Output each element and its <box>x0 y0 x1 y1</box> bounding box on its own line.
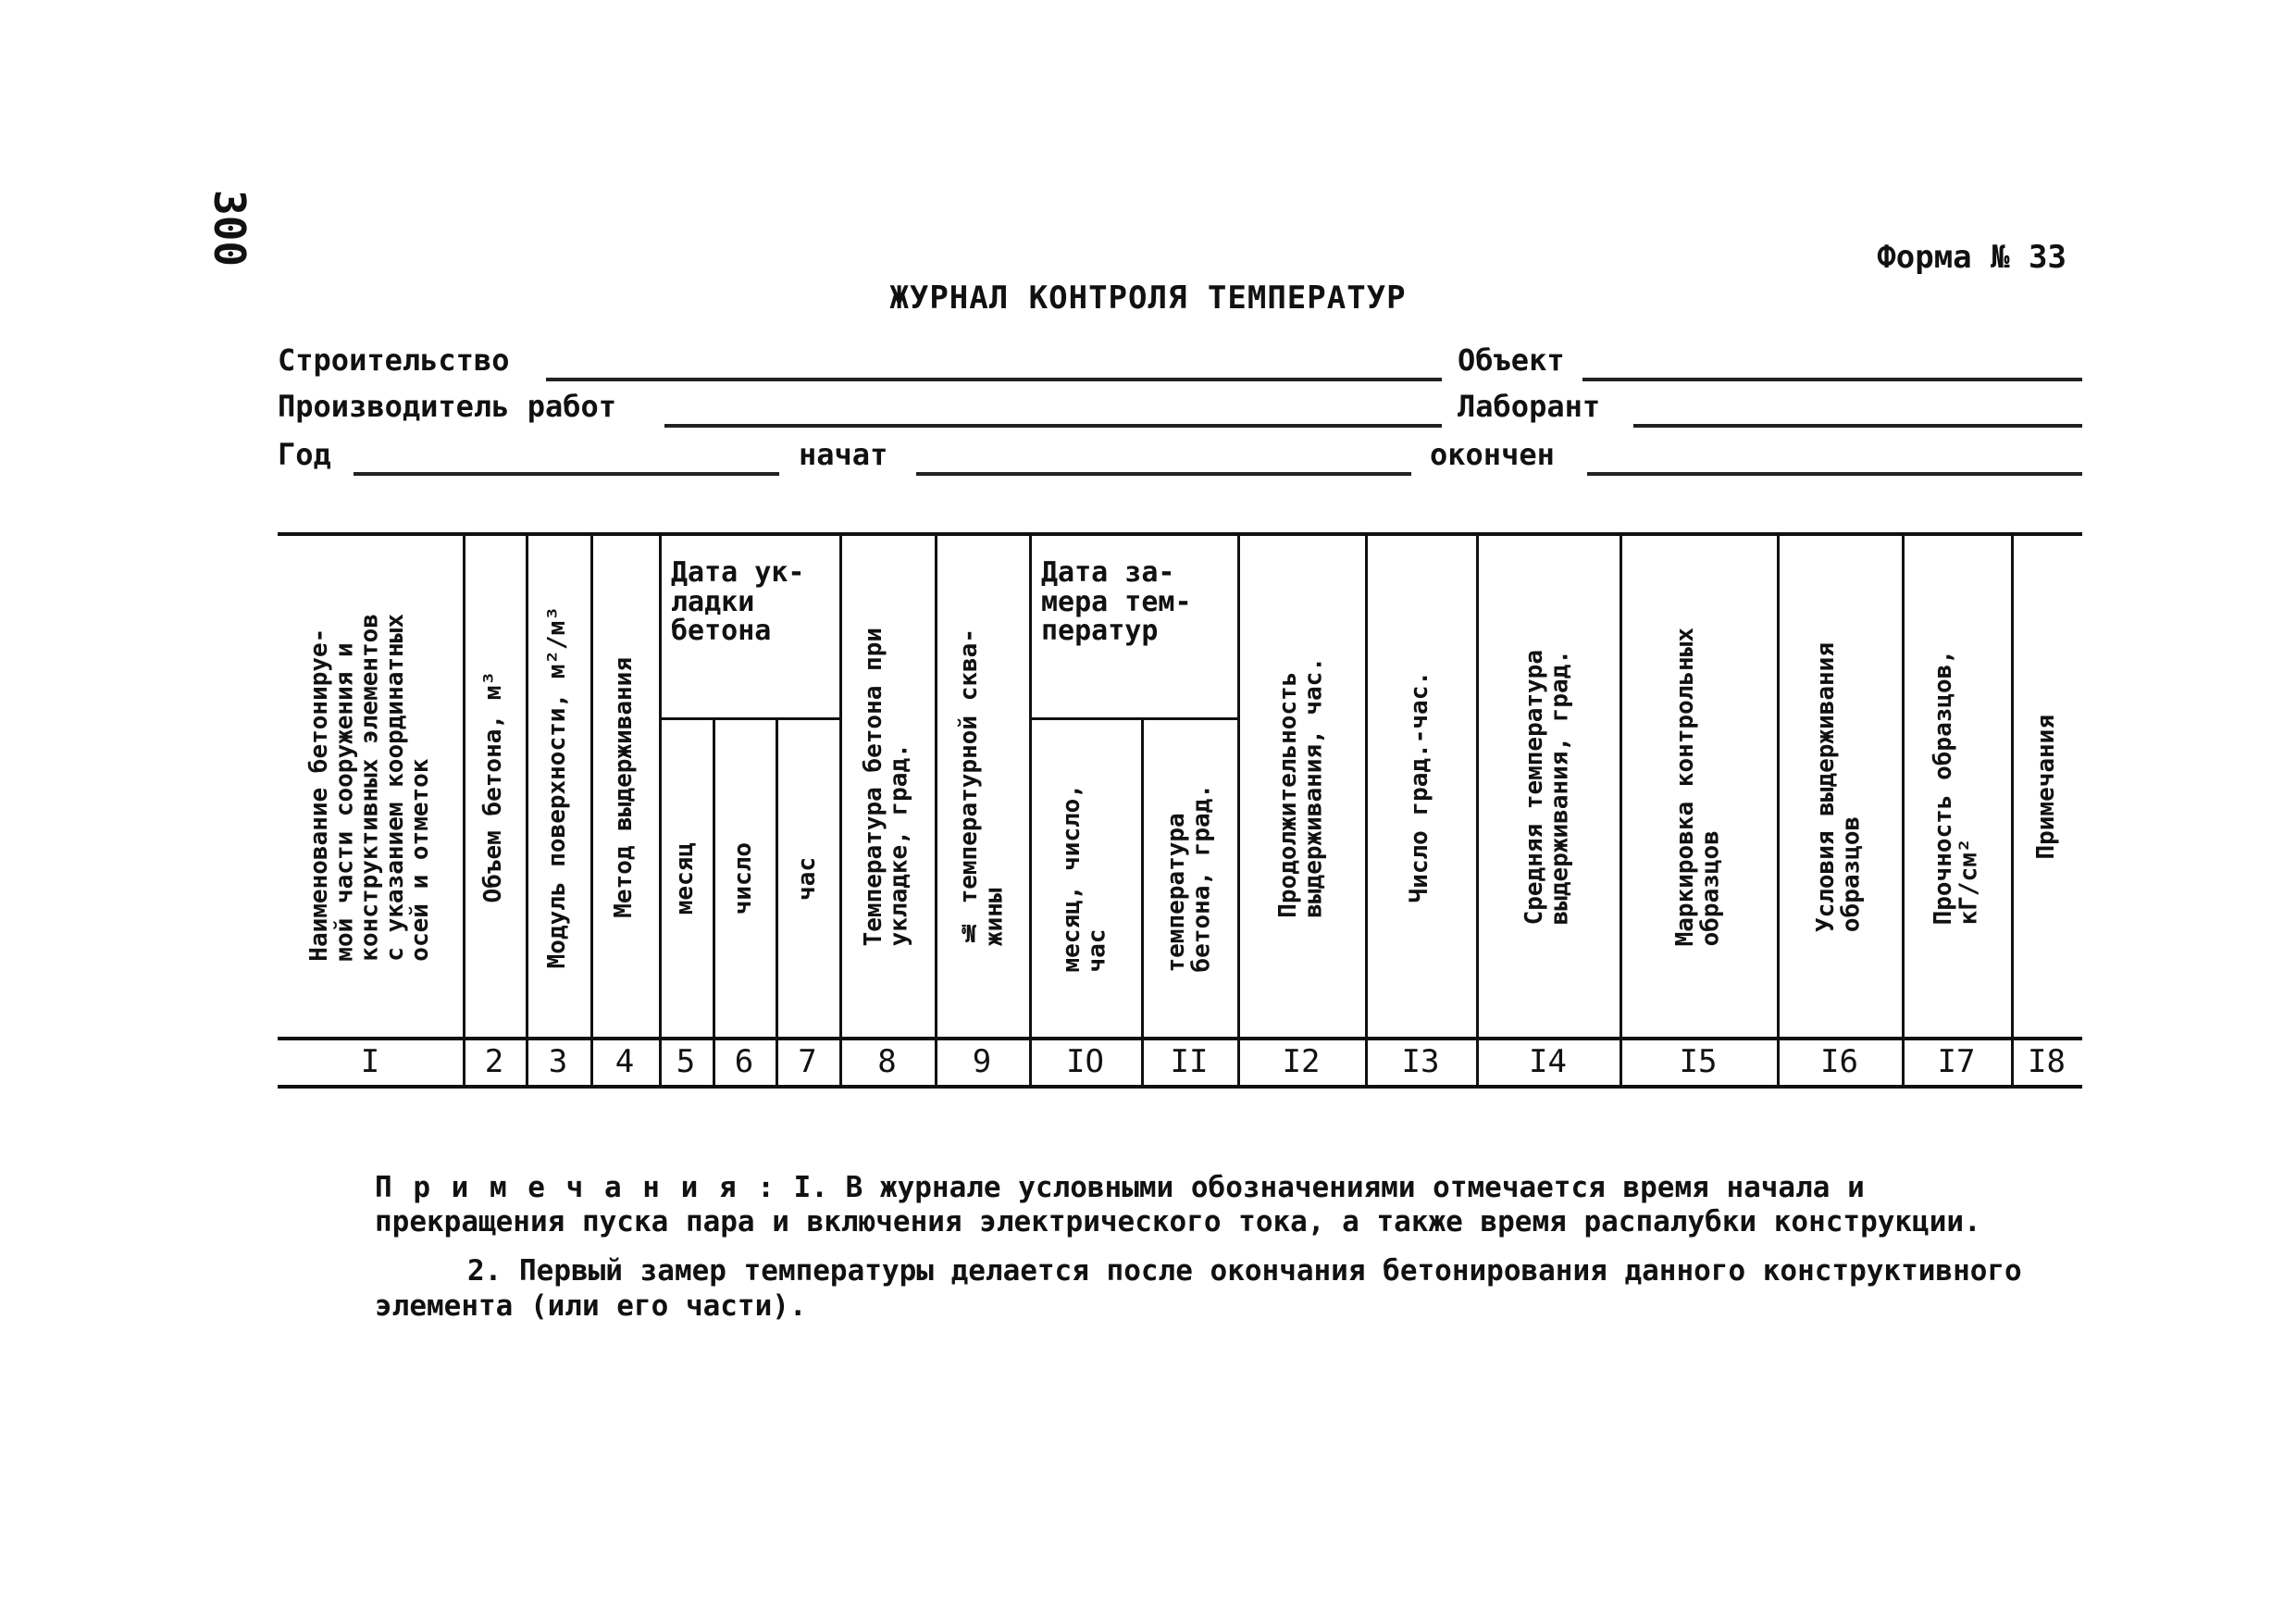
header-col-12 <box>1237 540 1365 1035</box>
header-col-5 <box>659 722 713 1035</box>
header-col-8-text: Температура бетона при укладке, град. <box>860 628 913 947</box>
table-top-rule <box>278 532 2082 536</box>
col-number-9: 9 <box>972 1043 992 1080</box>
header-col-5-text: месяц <box>671 841 700 915</box>
notes-section <box>375 1171 2068 1338</box>
page-number: 300 <box>205 190 254 268</box>
object-label: Объект <box>1458 342 1565 378</box>
note-1-text: I. В журнале условными обозначениями отмечается время начала и прекращения пуска пара и включения электрического тока, а также время распалубки конструкции. <box>375 1171 1981 1239</box>
lab-assistant-label: Лаборант <box>1458 389 1601 424</box>
construction-line[interactable] <box>546 378 1442 381</box>
col-number-5: 5 <box>676 1043 696 1080</box>
header-col-16-text: Условия выдерживания образцов <box>1812 641 1866 933</box>
header-col-11-text: температура бетона, град. <box>1161 784 1215 973</box>
work-producer-line[interactable] <box>664 424 1442 428</box>
work-producer-label: Производитель работ <box>278 389 617 424</box>
header-col-14 <box>1476 540 1620 1035</box>
started-line[interactable] <box>916 472 1411 476</box>
header-col-2-text: Объем бетона, м³ <box>479 671 508 903</box>
col-number-2: 2 <box>484 1043 504 1080</box>
header-col-9-text: № температурной сква- жины <box>954 628 1008 947</box>
header-col-16 <box>1777 540 1902 1035</box>
header-col-15-text: Маркировка контрольных образцов <box>1670 628 1724 947</box>
header-col-18-text: Примечания <box>2031 715 2060 860</box>
col-number-15: I5 <box>1679 1043 1718 1080</box>
header-col-1-text: Наименование бетонируе- мой части сооружения и конструктивных элементов с указанием координатных осей и отметок <box>304 613 434 962</box>
header-col-6-text: число <box>729 841 758 915</box>
col-number-4: 4 <box>614 1043 635 1080</box>
header-col-13-text: Число град.-час. <box>1406 671 1434 903</box>
header-group-measure: Дата за- мера тем- ператур <box>1041 556 1192 647</box>
header-col-15 <box>1620 540 1777 1035</box>
header-col-10-text: месяц, число, час <box>1058 784 1111 973</box>
header-col-10 <box>1029 722 1141 1035</box>
col-number-12: I2 <box>1282 1043 1321 1080</box>
measure-group-rule <box>1029 717 1237 720</box>
construction-label: Строительство <box>278 342 510 378</box>
header-col-14-text: Средняя температура выдерживания, град. <box>1520 649 1574 926</box>
header-col-1 <box>278 540 463 1035</box>
note-1 <box>375 1171 2068 1239</box>
header-col-6 <box>713 722 776 1035</box>
header-group-laying: Дата ук- ладки бетона <box>671 556 805 647</box>
col-number-8: 8 <box>877 1043 897 1080</box>
header-col-13 <box>1365 540 1476 1035</box>
header-col-4-text: Метод выдерживания <box>610 656 639 918</box>
field-row-year <box>278 437 2082 481</box>
col-number-14: I4 <box>1529 1043 1567 1080</box>
laying-group-rule <box>659 717 839 720</box>
table-bottom-rule <box>278 1085 2082 1089</box>
col-number-17: I7 <box>1937 1043 1976 1080</box>
page-title: ЖУРНАЛ КОНТРОЛЯ ТЕМПЕРАТУР <box>889 280 1407 317</box>
col-number-10: IO <box>1066 1043 1104 1080</box>
header-col-4 <box>590 540 659 1035</box>
col-number-1: I <box>360 1043 380 1080</box>
header-col-8 <box>839 540 935 1035</box>
finished-line[interactable] <box>1587 472 2082 476</box>
header-col-3-text: Модуль поверхности, м²/м³ <box>543 605 572 969</box>
field-row-construction <box>278 342 2082 387</box>
temperature-table <box>278 532 2082 1088</box>
note-2: 2. Первый замер температуры делается после окончания бетонирования данного конструктивного элемента (или его части). <box>375 1254 2022 1323</box>
header-col-11 <box>1141 722 1237 1035</box>
header-col-18 <box>2011 540 2082 1035</box>
year-line[interactable] <box>354 472 779 476</box>
field-row-producer <box>278 389 2082 433</box>
form-number: Форма № 33 <box>1877 239 2066 276</box>
header-col-9 <box>935 540 1029 1035</box>
col-number-18: I8 <box>2028 1043 2066 1080</box>
header-col-7-text: час <box>792 856 821 901</box>
header-col-17-text: Прочность образцов, кГ/см² <box>1929 649 1982 926</box>
object-line[interactable] <box>1582 378 2082 381</box>
header-col-2 <box>463 540 526 1035</box>
lab-assistant-line[interactable] <box>1633 424 2082 428</box>
col-number-7: 7 <box>798 1043 817 1080</box>
year-label: Год <box>278 437 331 472</box>
col-number-13: I3 <box>1401 1043 1440 1080</box>
header-col-17 <box>1902 540 2011 1035</box>
header-col-3 <box>526 540 590 1035</box>
col-number-6: 6 <box>734 1043 754 1080</box>
notes-label: П р и м е ч а н и я : <box>375 1171 776 1204</box>
col-number-11: II <box>1170 1043 1209 1080</box>
finished-label: окончен <box>1430 437 1555 472</box>
col-number-16: I6 <box>1820 1043 1858 1080</box>
header-col-12-text: Продолжительность выдерживания, час. <box>1273 656 1327 918</box>
header-col-7 <box>776 722 839 1035</box>
started-label: начат <box>799 437 888 472</box>
col-number-3: 3 <box>548 1043 568 1080</box>
